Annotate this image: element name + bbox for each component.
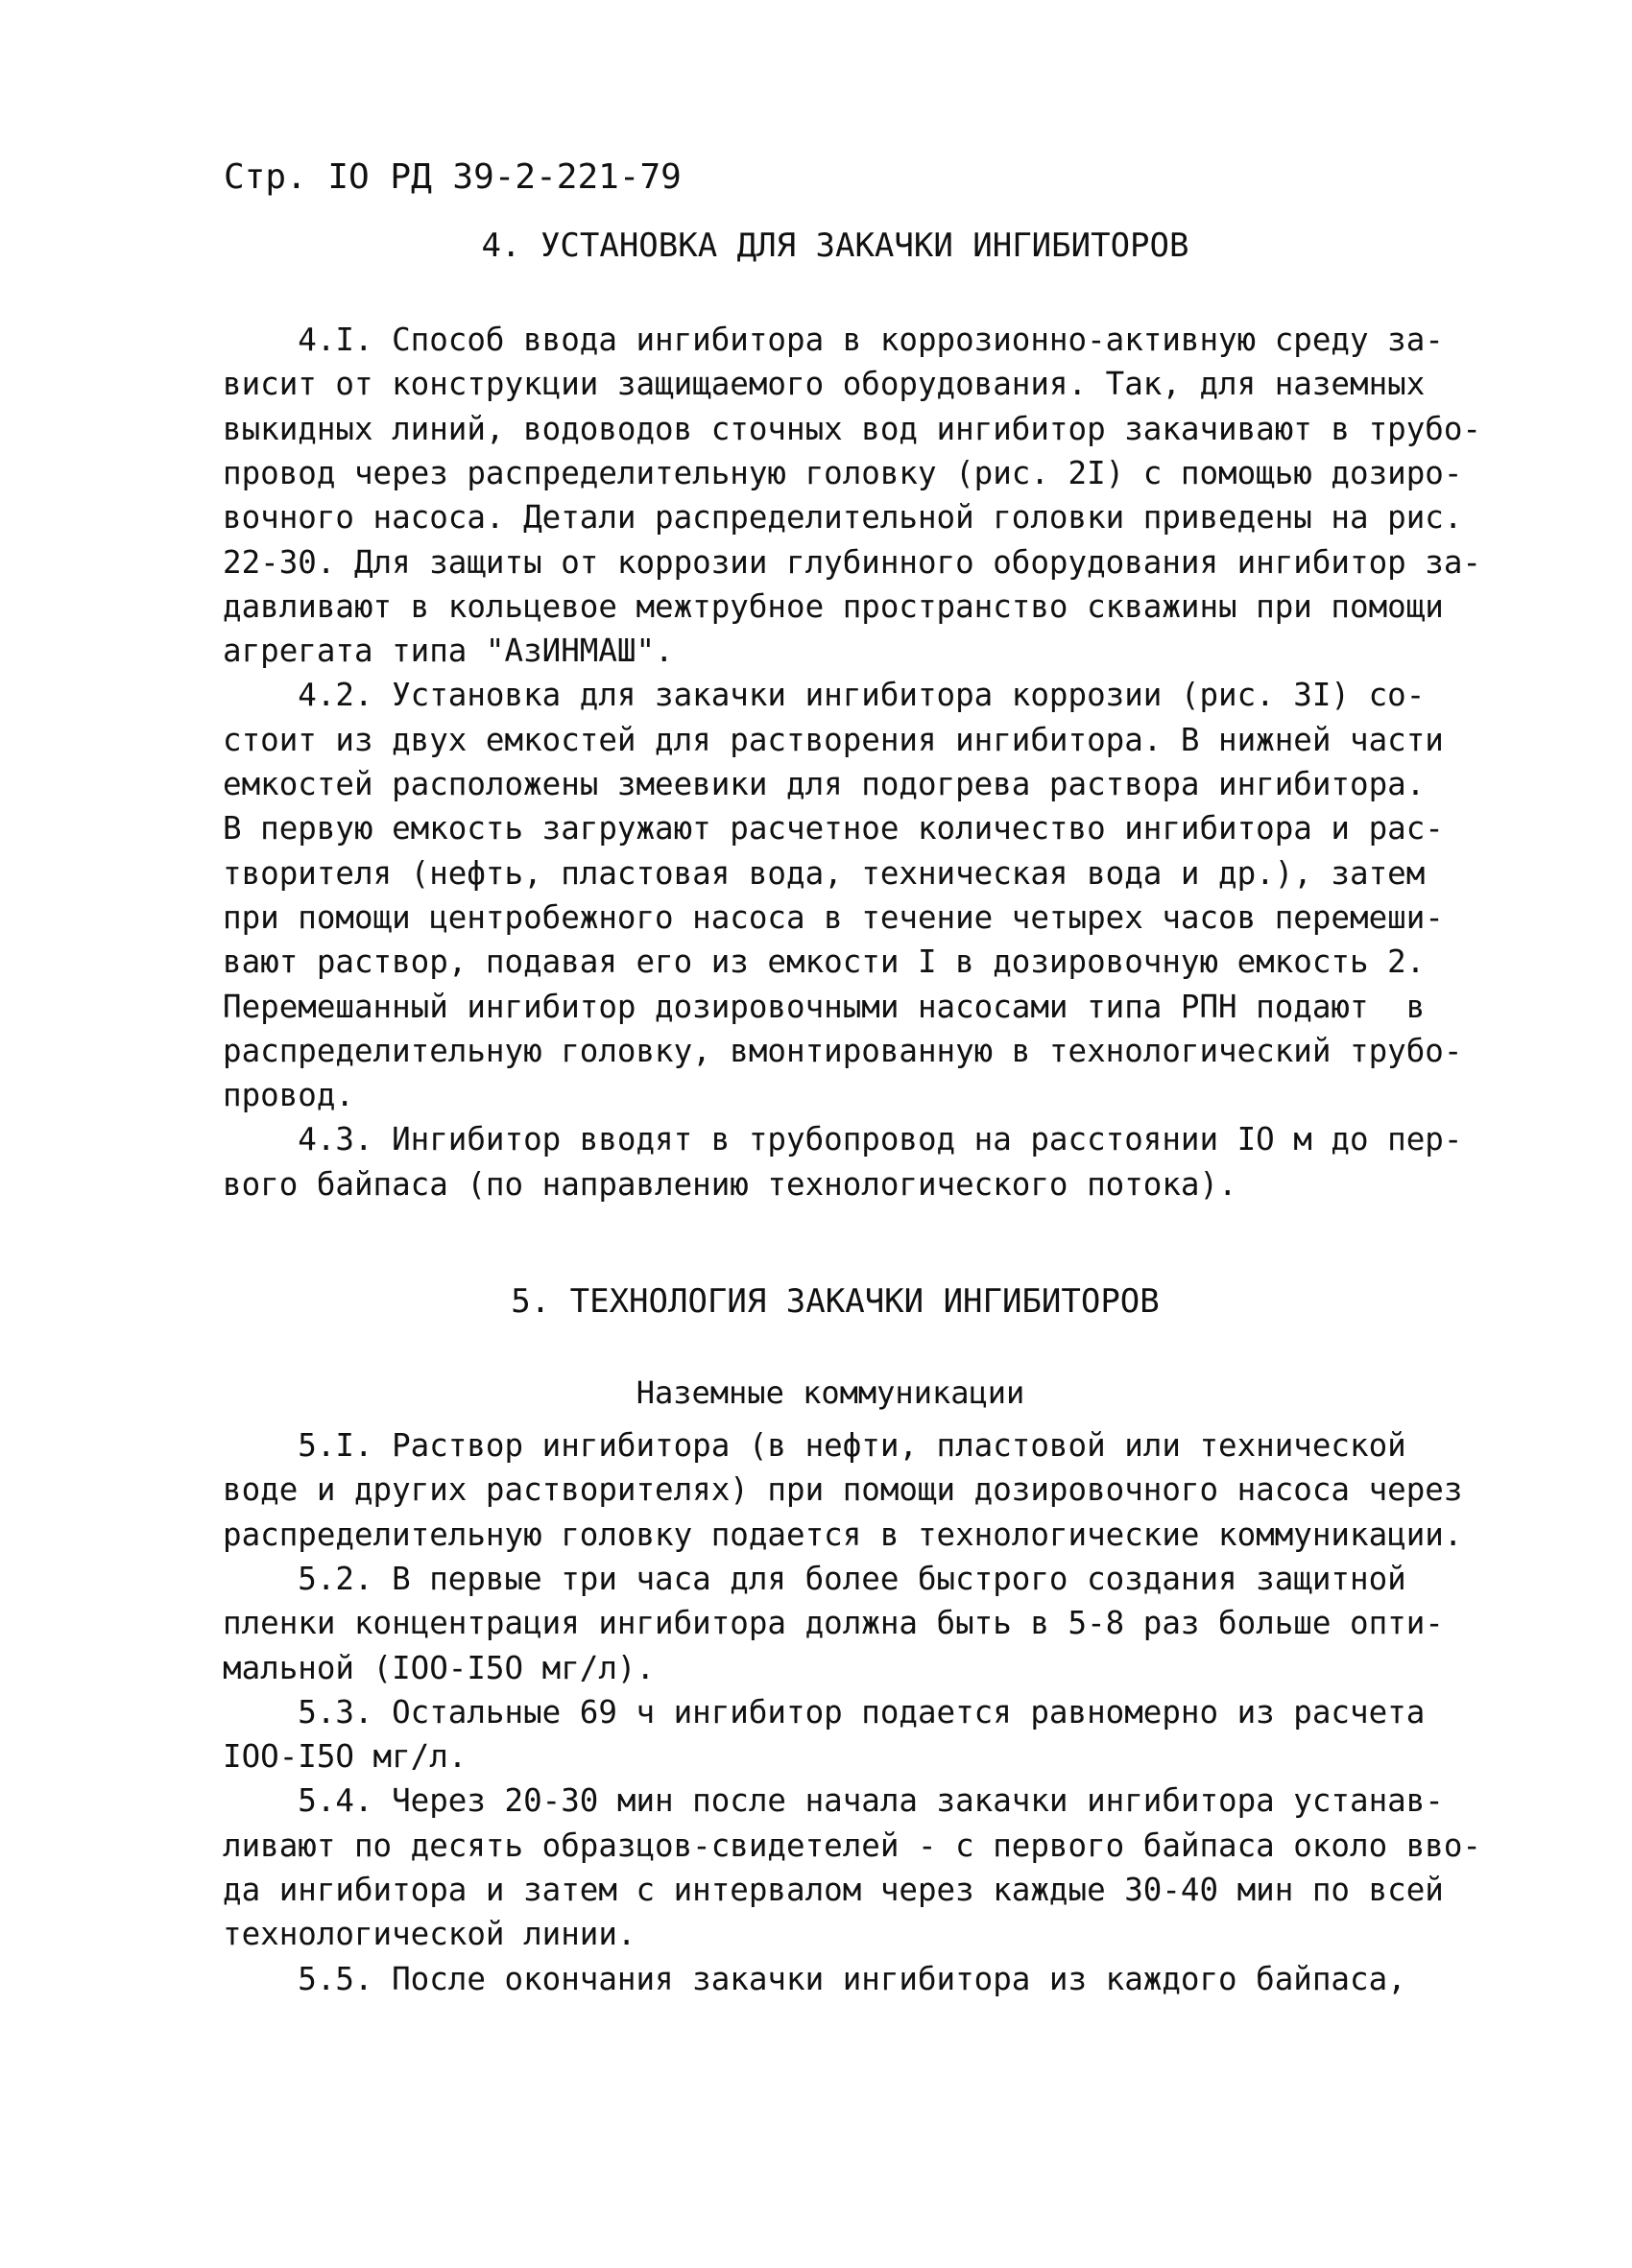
text-line: вочного насоса. Детали распределительной головки приведены на рис. bbox=[223, 499, 1463, 537]
text-line: выкидных линий, водоводов сточных вод ингибитор закачивают в трубо- bbox=[223, 410, 1481, 447]
text-line: 5.I. Раствор ингибитора (в нефти, пластовой или технической bbox=[223, 1427, 1406, 1464]
text-line: висит от конструкции защищаемого оборудования. Так, для наземных bbox=[223, 366, 1426, 403]
text-line: вают раствор, подавая его из емкости I в дозировочную емкость 2. bbox=[223, 943, 1426, 981]
page-header: Стр. IO РД 39-2-221-79 bbox=[224, 157, 682, 197]
text-line: 5.3. Остальные 69 ч ингибитор подается равномерно из расчета bbox=[223, 1693, 1426, 1731]
text-line: при помощи центробежного насоса в течение четырех часов перемеши- bbox=[223, 898, 1444, 936]
text-line: IOO-I5O мг/л. bbox=[223, 1738, 468, 1776]
text-line: емкостей расположены змеевики для подогрева раствора ингибитора. bbox=[223, 766, 1426, 802]
text-line: да ингибитора и затем с интервалом через каждые 30-40 мин по всей bbox=[223, 1872, 1444, 1908]
text-line: распределительную головку подается в технологические коммуникации. bbox=[223, 1516, 1463, 1553]
text-line: 4.3. Ингибитор вводят в трубопровод на расстоянии IO м до пер- bbox=[223, 1121, 1463, 1158]
text-line: 5.5. После окончания закачки ингибитора из каждого байпаса, bbox=[223, 1960, 1406, 1997]
section-5-title: 5. ТЕХНОЛОГИЯ ЗАКАЧКИ ИНГИБИТОРОВ bbox=[511, 1282, 1160, 1321]
text-line: мальной (IOO-I5O мг/л). bbox=[223, 1649, 656, 1686]
text-line: 5.4. Через 20-30 мин после начала закачки ингибитора устанав- bbox=[223, 1782, 1444, 1820]
text-line: вого байпаса (по направлению технологического потока). bbox=[223, 1165, 1237, 1203]
text-line: 4.I. Способ ввода ингибитора в коррозионно-активную среду за- bbox=[223, 322, 1444, 358]
text-line: пленки концентрация ингибитора должна быть в 5-8 раз больше опти- bbox=[223, 1605, 1444, 1642]
text-line: распределительную головку, вмонтированную в технологический трубо- bbox=[223, 1032, 1463, 1069]
text-line: провод через распределительную головку (рис. 2I) с помощью дозиро- bbox=[223, 454, 1463, 491]
text-line: 4.2. Установка для закачки ингибитора коррозии (рис. 3I) со- bbox=[223, 677, 1426, 714]
text-line: технологической линии. bbox=[223, 1916, 636, 1953]
text-line: ливают по десять образцов-свидетелей - с первого байпаса около вво- bbox=[223, 1826, 1481, 1864]
text-line: 5.2. В первые три часа для более быстрого создания защитной bbox=[223, 1560, 1406, 1597]
text-line: агрегата типа "АзИНМАШ". bbox=[223, 633, 674, 670]
text-line: стоит из двух емкостей для растворения ингибитора. В нижней части bbox=[223, 721, 1444, 758]
text-line: 22-30. Для защиты от коррозии глубинного оборудования ингибитор за- bbox=[223, 543, 1481, 581]
text-line: Перемешанный ингибитор дозировочными насосами типа РПН подают в bbox=[223, 988, 1426, 1025]
text-line: творителя (нефть, пластовая вода, техническая вода и др.), затем bbox=[223, 854, 1426, 892]
section-4-title: 4. УСТАНОВКА ДЛЯ ЗАКАЧКИ ИНГИБИТОРОВ bbox=[481, 227, 1189, 265]
text-line: провод. bbox=[223, 1077, 354, 1114]
text-line: В первую емкость загружают расчетное количество ингибитора и рас- bbox=[223, 810, 1444, 848]
text-line: воде и других растворителях) при помощи дозировочного насоса через bbox=[223, 1471, 1463, 1509]
section-5-subtitle: Наземные коммуникации bbox=[636, 1374, 1025, 1411]
text-line: давливают в кольцевое межтрубное пространство скважины при помощи bbox=[223, 587, 1444, 625]
